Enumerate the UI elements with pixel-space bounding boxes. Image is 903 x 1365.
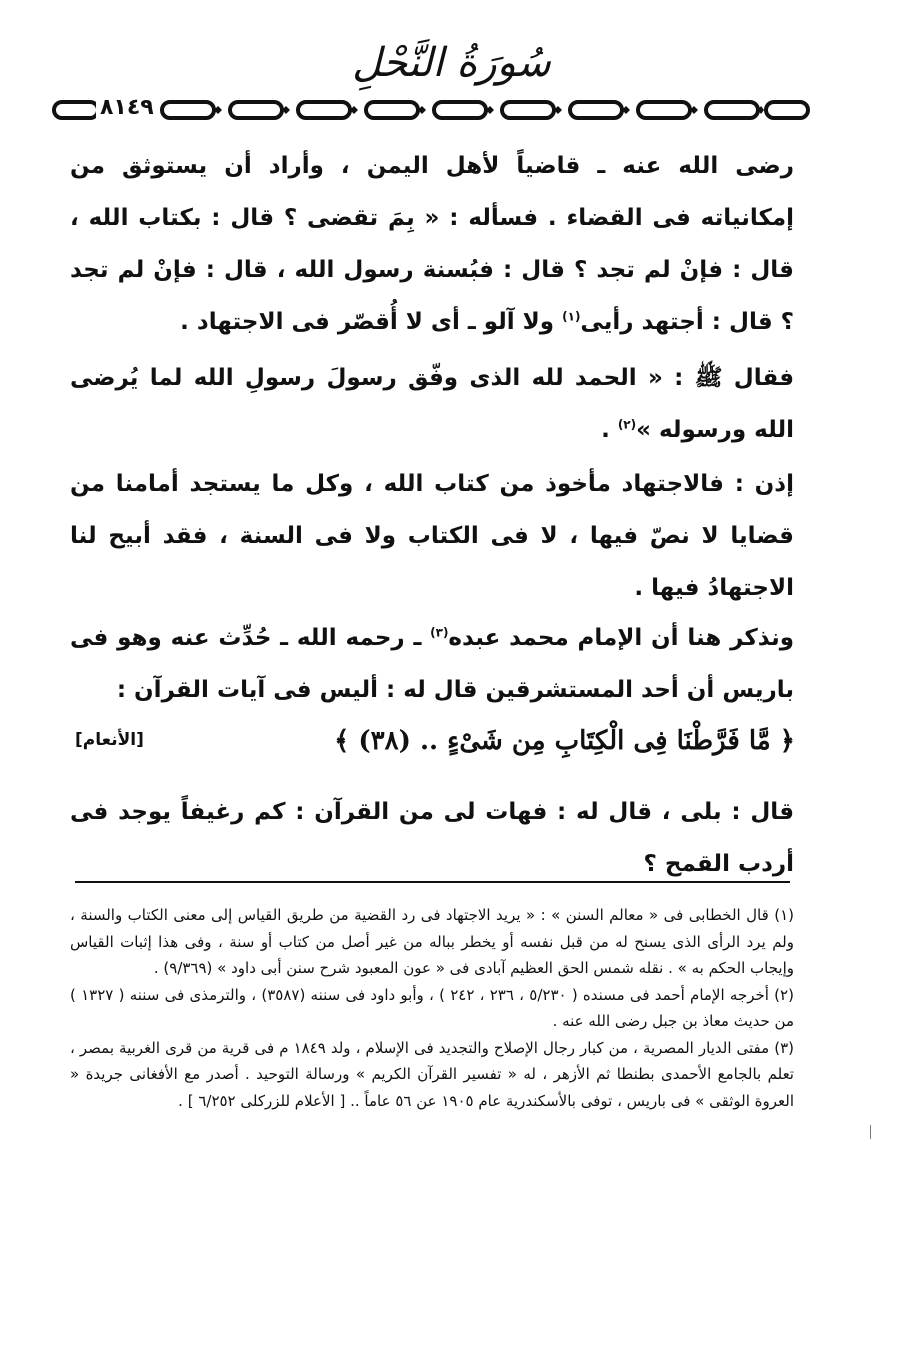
scan-margin-mark <box>870 1125 871 1139</box>
paragraph-3: إذن : فالاجتهاد مأخوذ من كتاب الله ، وكل ما يستجد أمامنا من قضايا لا نصّ فيها ، لا فى الكتاب ولا فى السنة ، فقد أبيح لنا الاجتهادُ فيها . <box>70 471 794 601</box>
footnotes <box>70 902 794 1114</box>
footnote-marker-2: (٢) <box>617 417 637 432</box>
page-number: ٨١٤٩ <box>96 95 158 120</box>
footnote-3: (٣) مفتى الديار المصرية ، من كبار رجال الإصلاح والتجديد فى الإسلام ، ولد ١٨٤٩ م فى قرية من قرى الغربية بمصر ، تعلم بالجامع الأحمدى بطنطا ثم الأزهر ، له « تفسير القرآن الكريم » ورسالة التوحيد . أصدر مع الأفغانى جريدة « العروة الوثقى » فى باريس ، توفى بالأسكندرية عام ١٩٠٥ عن ٥٦ عاماً .. [ الأعلام للزركلى ٦/٢٥٢ ] . <box>70 1038 794 1110</box>
paragraph-1-text: رضى الله عنه ـ قاضياً لأهل اليمن ، وأراد أن يستوثق من إمكانياته فى القضاء . فسأله : « بِمَ تقضى ؟ قال : بكتاب الله ، قال : فإنْ لم تجد ؟ قال : فبُسنة رسول الله ، قال : فإنْ لم تجد ؟ قال : أجتهد رأيى <box>70 153 794 335</box>
quran-verse: ﴿ مَّا فَرَّطْنَا فِى الْكِتَابِ مِن شَىْءٍ .. (٣٨) ﴾ <box>334 726 795 756</box>
paragraph-2-start: فقال <box>722 365 795 391</box>
paragraph-2-end: . <box>601 417 618 443</box>
footnote-marker-1: (١) <box>562 309 581 324</box>
footnote-marker-3: (٣) <box>430 625 449 640</box>
quran-verse-line <box>75 718 795 770</box>
footnote-1: (١) قال الخطابى فى « معالم السنن » : « يريد الاجتهاد فى رد القضية من طريق القياس إلى معنى الكتاب والسنة ، ولم يرد الرأى الذى يسنح له من قبل نفسه أو يخطر بباله من غير أصل من كتاب أو سنة ، وفى هذا إثبات القياس وإيجاب الحكم به » . نقله شمس الحق العظيم آبادى فى « عون المعبود شرح سنن أبى داود » (٩/٣٦٩) . <box>70 906 794 977</box>
paragraph-2-text: : « الحمد لله الذى وفّق رسولَ رسولِ الله لما يُرضى الله ورسوله » <box>70 365 794 443</box>
decorative-chain-border <box>52 96 812 124</box>
paragraph-4-text: ـ رحمه الله ـ حُدِّث عنه وهو فى باريس أن أحد المستشرقين قال له : أليس فى آيات القرآن : <box>70 625 794 703</box>
verse-surah-reference: [الأنعام] <box>75 730 144 750</box>
paragraph-1-end: ولا آلو ـ أى لا أُقصّر فى الاجتهاد . <box>180 309 563 335</box>
paragraph-5: قال : بلى ، قال له : فهات لى من القرآن : كم رغيفاً يوجد فى أردب القمح ؟ <box>70 799 794 877</box>
paragraph-4-start: ونذكر هنا أن الإمام محمد عبده <box>448 625 794 651</box>
surah-title: سُورَةُ النَّحْلِ <box>352 40 551 86</box>
footnote-2: (٢) أخرجه الإمام أحمد فى مسنده ( ٥/٢٣٠ ، ٢٣٦ ، ٢٤٢ ) ، وأبو داود فى سننه (٣٥٨٧) ، والترمذى فى سننه ( ١٣٢٧ ) من حديث معاذ بن جبل رضى الله عنه . <box>70 985 794 1030</box>
footnote-divider <box>75 881 790 883</box>
paragraph-4 <box>70 612 794 716</box>
paragraph-1 <box>70 140 794 348</box>
paragraph-2 <box>70 352 794 456</box>
prophet-honorific: ﷺ <box>694 365 723 391</box>
